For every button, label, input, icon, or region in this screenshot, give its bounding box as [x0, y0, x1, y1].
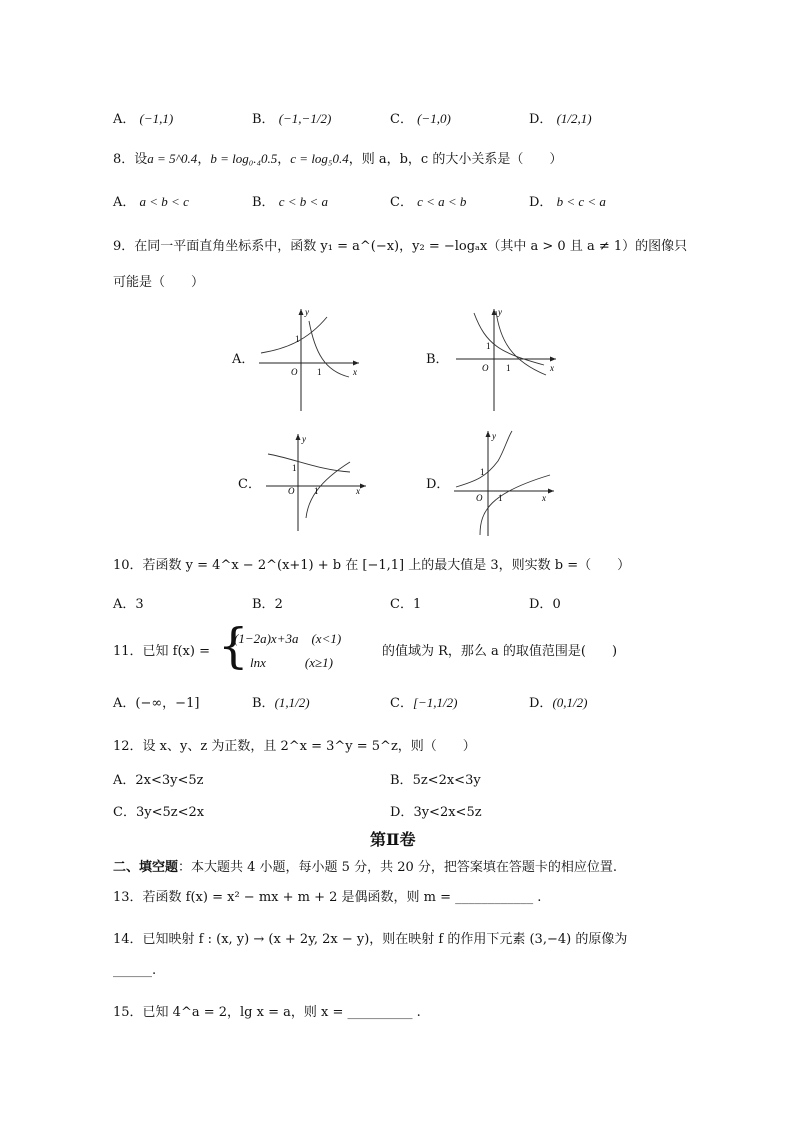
- q9-line2: 可能是（ ）: [113, 275, 205, 290]
- q8-stem-end: ，则 a，b，c 的大小关系是（ ）: [348, 152, 563, 167]
- q11-option-a-value: (−∞，−1]: [135, 696, 200, 711]
- q12-option-d: [390, 801, 482, 820]
- q14-line2: ______.: [113, 963, 157, 978]
- q7-option-b: [252, 108, 331, 127]
- q13-line: 13．若函数 f(x) = x² − mx + m + 2 是偶函数，则 m = ____________ .: [113, 890, 542, 905]
- q11-option-c-label: C．: [390, 696, 413, 711]
- q9-graph-a-x-label: x: [353, 367, 357, 377]
- q8-option-c-label: C．: [390, 195, 413, 210]
- q12-option-a: [113, 769, 204, 788]
- q10-option-d-value: 0: [552, 597, 561, 612]
- q11-option-d-value: (0,1/2): [552, 695, 588, 710]
- q7-option-c-label: C．: [390, 112, 413, 127]
- q11-option-b-label: B．: [252, 696, 275, 711]
- q11-option-b-value: (1,1/2): [274, 695, 310, 710]
- q8-option-b: [252, 191, 328, 210]
- q9-graph-c: [262, 430, 372, 535]
- q10-option-c-value: 1: [412, 597, 422, 612]
- q8-option-a: [113, 191, 189, 210]
- q9-graph-b-x-label: x: [550, 363, 554, 373]
- q7-option-d-label: D．: [529, 112, 553, 127]
- q9-graph-d-y-label: y: [492, 431, 496, 441]
- q8-stem: 8．设a = 5^0.4，b = log₀.₄0.5，c = log₅0.4，则 a，b，c 的大小关系是（ ）: [113, 151, 563, 167]
- q11-option-c: [390, 692, 457, 711]
- part2-instructions: [113, 856, 617, 875]
- q9-graph-d: [450, 425, 560, 540]
- q7-option-c-value: (−1,0): [417, 111, 451, 126]
- q9-graph-b-y-label: y: [498, 307, 502, 317]
- q8-option-d: [529, 191, 606, 210]
- q10-option-a: [113, 593, 144, 612]
- q12-option-b: [390, 769, 481, 788]
- q11-case1: (1−2a)x+3a (x<1): [234, 631, 342, 646]
- q12-option-a-label: A．: [113, 773, 136, 788]
- part2-instructions-heading: 二、填空题: [113, 860, 179, 875]
- q8-option-c: [390, 191, 466, 210]
- q10-option-b: [252, 593, 283, 612]
- q9-graph-c-y-label: y: [302, 434, 306, 444]
- q9-graph-b-label: B．: [426, 352, 449, 367]
- q10-option-a-label: A．: [113, 597, 136, 612]
- q8-option-b-label: B．: [252, 195, 275, 210]
- q11-option-a: [113, 692, 199, 711]
- q12-option-c-value: 3y<5z<2x: [135, 805, 205, 820]
- q11-option-d-label: D．: [529, 696, 553, 711]
- q7-option-c: [390, 108, 451, 127]
- q7-option-b-label: B．: [252, 112, 275, 127]
- q11-suffix: 的值域为 R，那么 a 的取值范围是( ): [382, 644, 618, 659]
- q7-option-d-value: (1/2,1): [556, 111, 592, 126]
- q10-option-b-value: 2: [274, 597, 283, 612]
- q9-graph-c-x1: 1: [314, 486, 319, 496]
- q9-graph-d-x-label: x: [542, 493, 546, 503]
- q10-option-d: [529, 593, 561, 612]
- q15-line: 15．已知 4^a = 2，lg x = a，则 x = __________ .: [113, 1005, 421, 1020]
- q8-def-c: c = log₅0.4: [290, 151, 349, 166]
- q10-option-a-value: 3: [135, 597, 144, 612]
- q7-option-b-value: (−1,−1/2): [278, 111, 332, 126]
- q9-graph-b-x1: 1: [506, 363, 511, 373]
- q9-graph-a: [255, 305, 365, 415]
- q12-option-c-label: C．: [113, 805, 136, 820]
- q12-option-a-value: 2x<3y<5z: [135, 773, 204, 788]
- q8-option-d-label: D．: [529, 195, 553, 210]
- q9-graph-d-y1: 1: [480, 467, 485, 477]
- q12-line: 12．设 x、y、z 为正数，且 2^x = 3^y = 5^z，则（ ）: [113, 739, 476, 754]
- q8-def-b: b = log₀.₄0.5: [210, 151, 278, 166]
- q12-option-d-label: D．: [390, 805, 414, 820]
- q8-option-a-label: A．: [113, 195, 136, 210]
- q11-option-b: [252, 692, 310, 711]
- part2-instructions-text: ：本大题共 4 小题，每小题 5 分，共 20 分，把答案填在答题卡的相应位置.: [178, 860, 618, 875]
- q9-graph-a-y1: 1: [295, 334, 300, 344]
- q10-line: 10．若函数 y = 4^x − 2^(x+1) + b 在 [−1,1] 上的最大值是 3，则实数 b =（ ）: [113, 558, 631, 573]
- q12-option-b-label: B．: [390, 773, 413, 788]
- q9-graph-a-label: A．: [232, 352, 255, 367]
- q11-brace: {: [218, 618, 249, 674]
- q11-option-d: [529, 692, 587, 711]
- q9-graph-d-label: D．: [426, 477, 450, 492]
- q10-option-c: [390, 593, 421, 612]
- q9-graph-c-label: C．: [238, 477, 261, 492]
- q9-graph-d-origin: O: [476, 493, 483, 503]
- q11-option-a-label: A．: [113, 696, 136, 711]
- q7-option-a-label: A．: [113, 112, 136, 127]
- q11-option-c-value: [−1,1/2): [412, 695, 458, 710]
- q8-option-d-value: b < c < a: [556, 194, 606, 209]
- q7-option-a: [113, 108, 173, 127]
- q9-graph-c-y1: 1: [292, 463, 297, 473]
- q7-option-d: [529, 108, 592, 127]
- q8-stem-a: 设: [134, 152, 148, 167]
- q11-prefix: 11．已知 f(x) =: [113, 644, 210, 659]
- q9-graph-b: [452, 305, 562, 415]
- q8-def-a: a = 5^0.4: [147, 151, 198, 166]
- q9-graph-a-origin: O: [291, 367, 298, 377]
- q14-line1: 14．已知映射 f : (x, y) → (x + 2y, 2x − y)，则在映射 f 的作用下元素 (3,−4) 的原像为: [113, 932, 628, 947]
- q9-graph-a-y-label: y: [305, 307, 309, 317]
- q11-case2: lnx (x≥1): [250, 655, 333, 670]
- q8-option-a-value: a < b < c: [139, 194, 189, 209]
- q9-graph-d-x1: 1: [498, 493, 503, 503]
- q12-option-c: [113, 801, 204, 820]
- q12-option-d-value: 3y<2x<5z: [413, 805, 482, 820]
- q8-option-c-value: c < a < b: [417, 194, 467, 209]
- q12-option-b-value: 5z<2x<3y: [412, 773, 481, 788]
- q8-option-b-value: c < b < a: [278, 194, 329, 209]
- q9-line1: 9．在同一平面直角坐标系中，函数 y₁ = a^(−x)，y₂ = −logₐx（其中 a > 0 且 a ≠ 1）的图像只: [113, 239, 688, 254]
- q9-graph-c-x-label: x: [356, 486, 360, 496]
- q10-option-b-label: B．: [252, 597, 275, 612]
- q9-graph-a-x1: 1: [317, 367, 322, 377]
- q10-option-d-label: D．: [529, 597, 553, 612]
- q8-number: 8．: [113, 152, 135, 167]
- q9-graph-b-y1: 1: [486, 341, 491, 351]
- q9-graph-c-origin: O: [288, 486, 295, 496]
- part2-title: 第Ⅱ卷: [370, 830, 416, 849]
- q10-option-c-label: C．: [390, 597, 413, 612]
- q7-option-a-value: (−1,1): [139, 111, 174, 126]
- q9-graph-b-origin: O: [482, 363, 489, 373]
